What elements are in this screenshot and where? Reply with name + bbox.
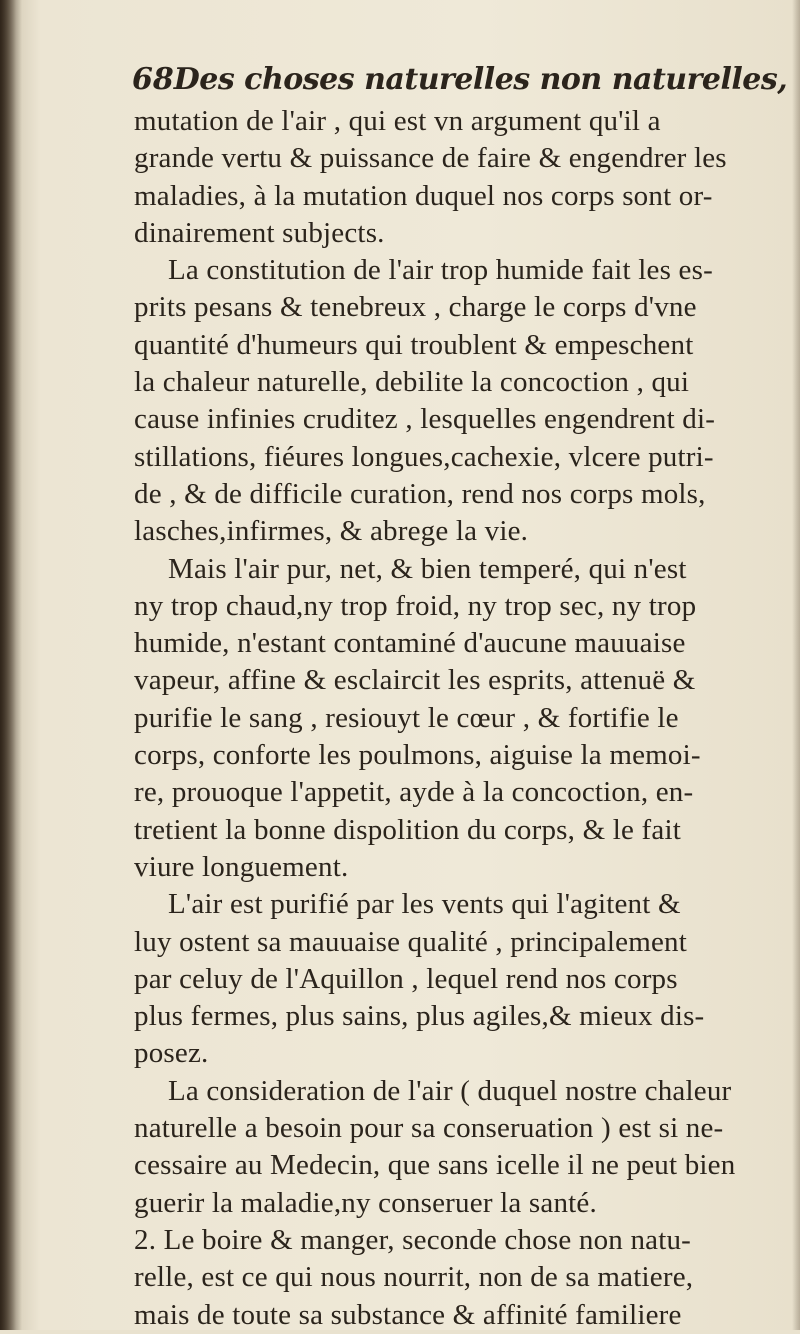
text-line: luy ostent sa mauuaise qualité , principalement: [134, 925, 687, 958]
text-line: L'air est purifié par les vents qui l'agitent &: [168, 888, 681, 921]
text-line: lasches,infirmes, & abrege la vie.: [134, 515, 529, 548]
body-text: [134, 103, 790, 1334]
text-line: guerir la maladie,ny conseruer la santé.: [134, 1186, 597, 1219]
text-line: cessaire au Medecin, que sans icelle il ne peut bien: [134, 1149, 736, 1182]
page-number: 68: [132, 62, 174, 97]
text-line: posez.: [134, 1037, 209, 1070]
text-line: mais de toute sa substance & affinité familiere: [134, 1298, 682, 1331]
text-line: humide, n'estant contaminé d'aucune mauuaise: [134, 627, 686, 660]
text-line: corps, conforte les poulmons, aiguise la memoi-: [134, 739, 701, 772]
text-line: 2. Le boire & manger, seconde chose non natu-: [134, 1223, 692, 1256]
text-line: vapeur, affine & esclaircit les esprits, attenuë &: [134, 664, 696, 697]
text-line: naturelle a besoin pour sa conseruation ) est si ne-: [134, 1112, 724, 1145]
text-line: relle, est ce qui nous nourrit, non de sa matiere,: [134, 1261, 694, 1294]
text-line: stillations, fiéures longues,cachexie, vlcere putri-: [134, 440, 714, 473]
text-line: tretient la bonne dispolition du corps, & le fait: [134, 813, 681, 846]
text-line: de , & de difficile curation, rend nos corps mols,: [134, 477, 706, 510]
text-line: par celuy de l'Aquillon , lequel rend nos corps: [134, 962, 678, 995]
text-line: re, prouoque l'appetit, ayde à la concoction, en-: [134, 776, 694, 809]
text-line: plus fermes, plus sains, plus agiles,& mieux dis-: [134, 1000, 705, 1033]
spine-shadow: [0, 0, 22, 1330]
text-line: la chaleur naturelle, debilite la concoction , qui: [134, 366, 690, 399]
text-line: maladies, à la mutation duquel nos corps sont or-: [134, 179, 713, 212]
text-line: prits pesans & tenebreux , charge le corps d'vne: [134, 291, 697, 324]
text-line: mutation de l'air , qui est vn argument qu'il a: [134, 105, 661, 137]
page-header: [132, 62, 788, 106]
text-line: dinairement subjects.: [134, 216, 385, 249]
text-line: Mais l'air pur, net, & bien temperé, qui n'est: [168, 552, 687, 585]
text-line: viure longuement.: [134, 850, 349, 883]
text-line: purifie le sang , resiouyt le cœur , & fortifie le: [134, 701, 679, 734]
text-line: cause infinies cruditez , lesquelles engendrent di-: [134, 403, 716, 436]
text-line: ny trop chaud,ny trop froid, ny trop sec, ny trop: [134, 589, 697, 622]
text-line: quantité d'humeurs qui troublent & empeschent: [134, 328, 694, 361]
running-head: Des choses naturelles non naturelles,: [173, 62, 788, 97]
text-line: grande vertu & puissance de faire & engendrer les: [134, 142, 727, 175]
text-line: La constitution de l'air trop humide fait les es-: [168, 254, 713, 287]
text-line: La consideration de l'air ( duquel nostre chaleur: [168, 1074, 732, 1107]
page-edge: [792, 0, 800, 1330]
